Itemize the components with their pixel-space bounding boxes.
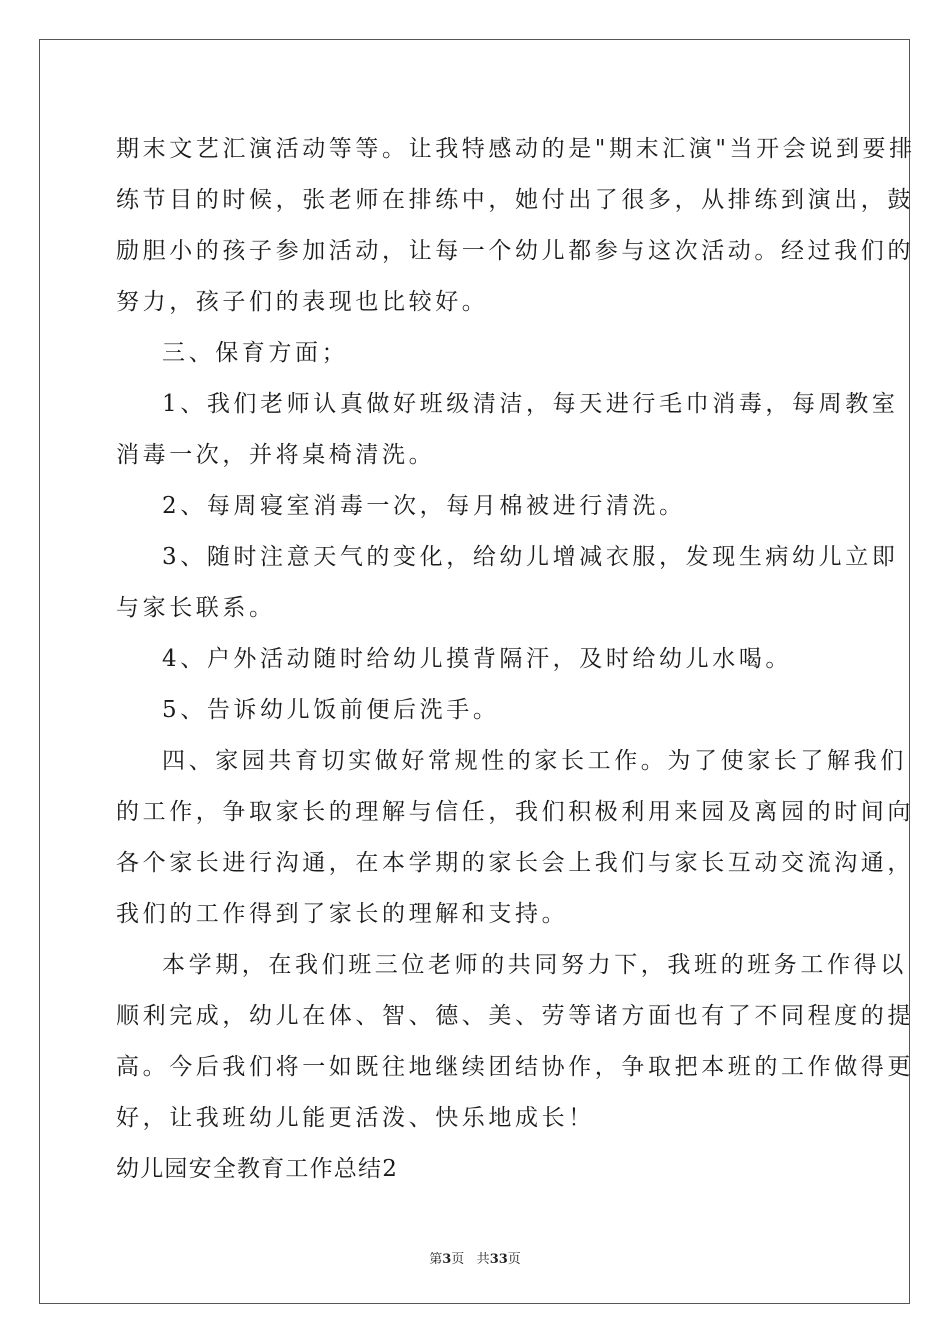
- paragraph-line: 练节目的时候，张老师在排练中，她付出了很多，从排练到演出，鼓: [116, 187, 914, 213]
- total-pages-number: 33: [489, 1252, 508, 1267]
- footer-total-suffix: 页: [507, 1252, 521, 1267]
- paragraph-line: 顺利完成，幼儿在体、智、德、美、劳等诸方面也有了不同程度的提: [116, 1003, 914, 1029]
- paragraph-line: 消毒一次，并将桌椅清洗。: [116, 442, 436, 468]
- paragraph-line: 本学期，在我们班三位老师的共同努力下，我班的班务工作得以: [162, 952, 907, 978]
- page-footer: [0, 1248, 950, 1267]
- paragraph-line: 努力，孩子们的表现也比较好。: [116, 289, 489, 315]
- section-heading: 三、保育方面；: [162, 340, 349, 366]
- paragraph-line: 与家长联系。: [116, 595, 276, 621]
- paragraph-line: 高。今后我们将一如既往地继续团结协作，争取把本班的工作做得更: [116, 1054, 914, 1080]
- footer-page-suffix: 页: [451, 1252, 465, 1267]
- paragraph-line: 3、随时注意天气的变化，给幼儿增减衣服，发现生病幼儿立即: [162, 544, 899, 570]
- current-page-number: 3: [442, 1252, 452, 1267]
- paragraph-line: 好，让我班幼儿能更活泼、快乐地成长！: [116, 1105, 595, 1131]
- paragraph-line: 1、我们老师认真做好班级清洁，每天进行毛巾消毒，每周教室: [162, 391, 899, 417]
- paragraph-line: 期末文艺汇演活动等等。让我特感动的是"期末汇演"当开会说到要排: [116, 136, 916, 162]
- paragraph-line: 各个家长进行沟通，在本学期的家长会上我们与家长互动交流沟通，: [116, 850, 914, 876]
- footer-total-prefix: 共: [476, 1252, 490, 1267]
- footer-prefix: 第: [429, 1252, 443, 1267]
- paragraph-line: 5、告诉幼儿饭前便后洗手。: [162, 697, 500, 723]
- document-body: [116, 124, 916, 1195]
- paragraph-line: 的工作，争取家长的理解与信任，我们积极利用来园及离园的时间向: [116, 799, 914, 825]
- paragraph-line: 2、每周寝室消毒一次，每月棉被进行清洗。: [162, 493, 686, 519]
- paragraph-line: 励胆小的孩子参加活动，让每一个幼儿都参与这次活动。经过我们的: [116, 238, 914, 264]
- paragraph-line: 四、家园共育切实做好常规性的家长工作。为了使家长了解我们: [162, 748, 907, 774]
- paragraph-line: 4、户外活动随时给幼儿摸背隔汗，及时给幼儿水喝。: [162, 646, 793, 672]
- document-title: 幼儿园安全教育工作总结2: [116, 1156, 399, 1182]
- paragraph-line: 我们的工作得到了家长的理解和支持。: [116, 901, 569, 927]
